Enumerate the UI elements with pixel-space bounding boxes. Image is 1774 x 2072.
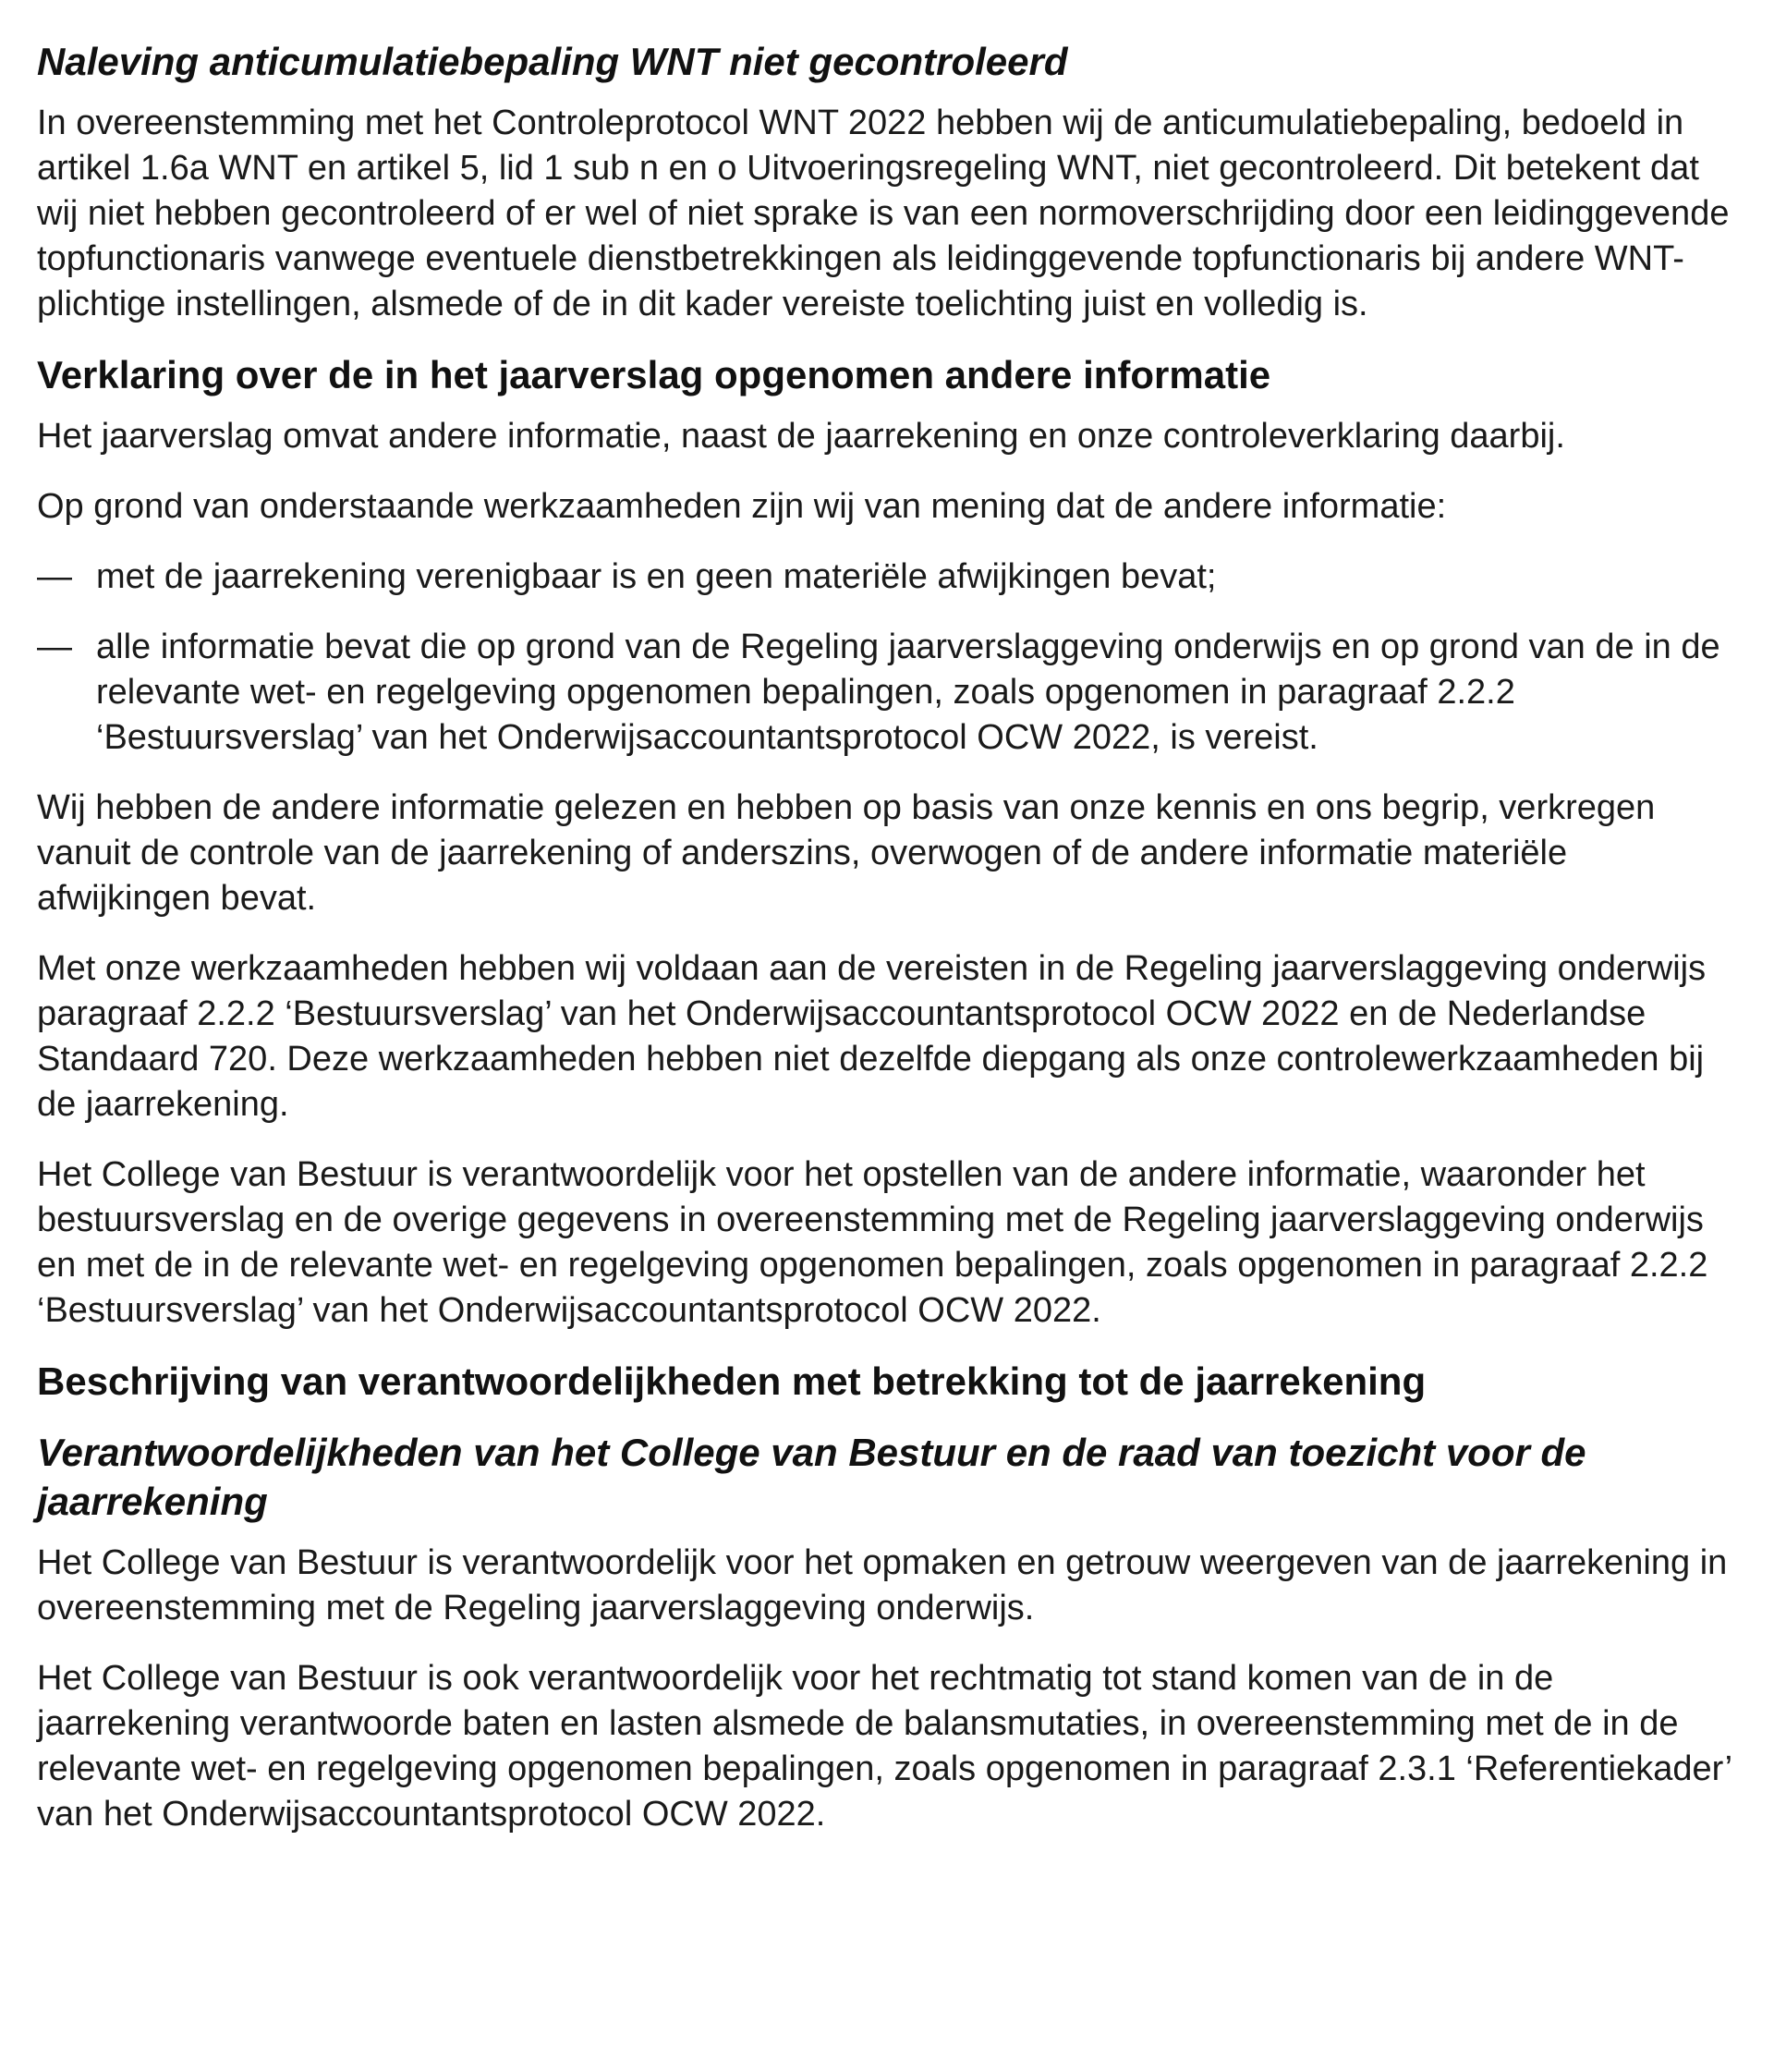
bullet-list bbox=[37, 555, 1737, 761]
paragraph-other-info-work: Met onze werkzaamheden hebben wij voldaan aan de vereisten in de Regeling jaarverslaggeving onderwijs paragraaf 2.2.2 ‘Bestuursverslag’ van het Onderwijsaccountantsprotocol OCW 2022 en de Nederlandse Standaard 720. Deze werkzaamheden hebben niet dezelfde diepgang als onze controlewerkzaamheden bij de jaarrekening. bbox=[37, 949, 1707, 1124]
dash-marker: — bbox=[37, 628, 72, 666]
section-heading-other-info: Verklaring over de in het jaarverslag opgenomen andere informatie bbox=[37, 353, 1271, 396]
paragraph-responsibilities-1: Het College van Bestuur is verantwoordelijk voor het opmaken en getrouw weergeven van de jaarrekening in overeenstemming met de Regeling jaarverslaggeving onderwijs. bbox=[37, 1543, 1728, 1627]
paragraph-other-info-board: Het College van Bestuur is verantwoordelijk voor het opstellen van de andere informatie, waaronder het bestuursverslag en de overige gegevens in overeenstemming met de Regeling jaarverslaggeving onderwijs en met de in de relevante wet- en regelgeving opgenomen bepalingen, zoals opgenomen in paragraaf 2.2.2 ‘Bestuursverslag’ van het Onderwijsaccountantsprotocol OCW 2022. bbox=[37, 1155, 1708, 1330]
list-item-text: met de jaarrekening verenigbaar is en geen materiële afwijkingen bevat; bbox=[96, 557, 1217, 596]
section-heading-wnt: Naleving anticumulatiebepaling WNT niet gecontroleerd bbox=[37, 40, 1068, 83]
paragraph-other-info-read: Wij hebben de andere informatie gelezen en hebben op basis van onze kennis en ons begrip, verkregen vanuit de controle van de jaarrekening of anderszins, overwogen of de andere informatie materiële afwijkingen bevat. bbox=[37, 788, 1656, 918]
paragraph-wnt: In overeenstemming met het Controleprotocol WNT 2022 hebben wij de anticumulatiebepaling, bedoeld in artikel 1.6a WNT en artikel 5, lid 1 sub n en o Uitvoeringsregeling WNT, niet gecontroleerd. Dit betekent dat wij niet hebben gecontroleerd of er wel of niet sprake is van een normoverschrijding door een leidinggevende topfunctionaris vanwege eventuele dienstbetrekkingen als leidinggevende topfunctionaris bij andere WNT-plichtige instellingen, alsmede of de in dit kader vereiste toelichting juist en volledig is. bbox=[37, 104, 1730, 323]
list-item-text: alle informatie bevat die op grond van de Regeling jaarverslaggeving onderwijs en op grond van de in de relevante wet- en regelgeving opgenomen bepalingen, zoals opgenomen in paragraaf 2.2.2 ‘Bestuursverslag’ van het Onderwijsaccountantsprotocol OCW 2022, is vereist. bbox=[96, 628, 1720, 757]
list-item bbox=[37, 625, 1737, 761]
paragraph-other-info-intro: Het jaarverslag omvat andere informatie, naast de jaarrekening en onze controleverklaring daarbij. bbox=[37, 417, 1565, 456]
document-page bbox=[37, 37, 1737, 1837]
section-heading-responsibilities: Beschrijving van verantwoordelijkheden met betrekking tot de jaarrekening bbox=[37, 1359, 1427, 1403]
paragraph-responsibilities-2: Het College van Bestuur is ook verantwoordelijk voor het rechtmatig tot stand komen van de in de jaarrekening verantwoorde baten en lasten alsmede de balansmutaties, in overeenstemming met de in de relevante wet- en regelgeving opgenomen bepalingen, zoals opgenomen in paragraaf 2.3.1 ‘Referentiekader’ van het Onderwijsaccountantsprotocol OCW 2022. bbox=[37, 1659, 1731, 1834]
list-item bbox=[37, 555, 1737, 600]
dash-marker: — bbox=[37, 557, 72, 596]
paragraph-other-info-opinion: Op grond van onderstaande werkzaamheden zijn wij van mening dat de andere informatie: bbox=[37, 487, 1447, 526]
subheading-board-responsibilities: Verantwoordelijkheden van het College van Bestuur en de raad van toezicht voor de jaarrekening bbox=[37, 1431, 1586, 1523]
